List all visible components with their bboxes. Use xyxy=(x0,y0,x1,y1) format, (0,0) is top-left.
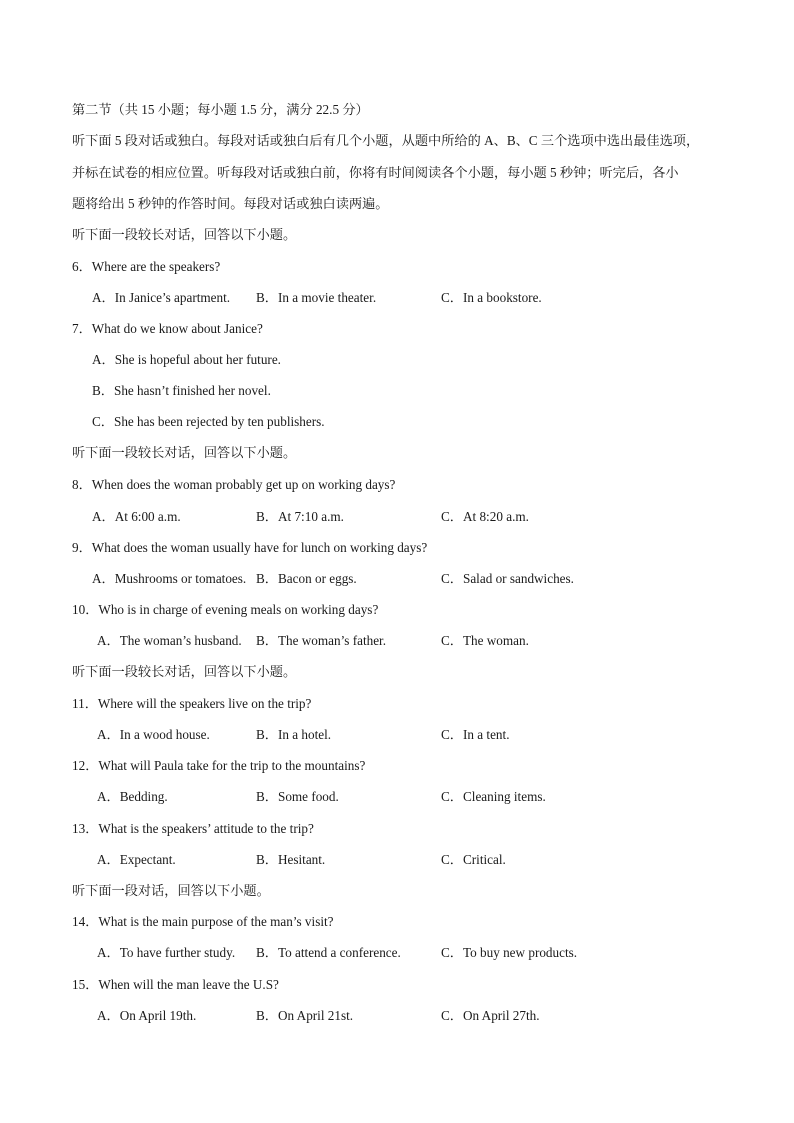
instruction-line-2: 并标在试卷的相应位置。听每段对话或独白前，你将有时间阅读各个小题，每小题 5 秒钟；听完后，各小 xyxy=(72,165,679,180)
question-6-option-b: B．In a movie theater. xyxy=(256,290,377,305)
question-15-option-c: C．On April 27th. xyxy=(441,1008,540,1023)
question-6-stem: 6．Where are the speakers? xyxy=(72,259,221,274)
question-14-stem: 14．What is the main purpose of the man’s visit? xyxy=(72,914,334,929)
dialog-intro-3: 听下面一段较长对话，回答以下小题。 xyxy=(72,664,297,679)
question-8-option-c: C．At 8:20 a.m. xyxy=(441,509,529,524)
dialog-intro-2: 听下面一段较长对话，回答以下小题。 xyxy=(72,445,297,460)
question-6-option-c: C．In a bookstore. xyxy=(441,290,542,305)
question-15-option-a: A．On April 19th. xyxy=(97,1008,197,1023)
question-7-option-c: C．She has been rejected by ten publishers. xyxy=(92,414,325,429)
question-14-option-c: C．To buy new products. xyxy=(441,945,578,960)
question-8-stem: 8．When does the woman probably get up on working days? xyxy=(72,477,396,492)
question-6-option-a: A．In Janice’s apartment. xyxy=(92,290,231,305)
section-header: 第二节（共 15 小题；每小题 1.5 分，满分 22.5 分） xyxy=(72,102,369,117)
question-14-option-b: B．To attend a conference. xyxy=(256,945,401,960)
question-8-option-b: B．At 7:10 a.m. xyxy=(256,509,344,524)
instruction-line-1: 听下面 5 段对话或独白。每段对话或独白后有几个小题，从题中所给的 A、B、C 三个选项中选出最佳选项， xyxy=(72,133,700,148)
question-10-option-a: A．The woman’s husband. xyxy=(97,633,242,648)
question-12-option-c: C．Cleaning items. xyxy=(441,789,546,804)
question-9-option-b: B．Bacon or eggs. xyxy=(256,571,357,586)
question-14-option-a: A．To have further study. xyxy=(97,945,236,960)
question-11-stem: 11．Where will the speakers live on the trip? xyxy=(72,696,312,711)
question-7-stem: 7．What do we know about Janice? xyxy=(72,321,263,336)
question-10-option-b: B．The woman’s father. xyxy=(256,633,387,648)
question-9-option-c: C．Salad or sandwiches. xyxy=(441,571,574,586)
question-11-option-a: A．In a wood house. xyxy=(97,727,210,742)
question-12-option-a: A．Bedding. xyxy=(97,789,168,804)
question-13-option-b: B．Hesitant. xyxy=(256,852,326,867)
question-10-stem: 10．Who is in charge of evening meals on working days? xyxy=(72,602,379,617)
instruction-line-3: 题将给出 5 秒钟的作答时间。每段对话或独白读两遍。 xyxy=(72,196,389,211)
question-8-option-a: A．At 6:00 a.m. xyxy=(92,509,181,524)
question-7-option-a: A．She is hopeful about her future. xyxy=(92,352,281,367)
question-9-stem: 9．What does the woman usually have for lunch on working days? xyxy=(72,540,428,555)
dialog-intro-1: 听下面一段较长对话，回答以下小题。 xyxy=(72,227,297,242)
question-13-option-c: C．Critical. xyxy=(441,852,506,867)
question-12-option-b: B．Some food. xyxy=(256,789,339,804)
question-12-stem: 12．What will Paula take for the trip to the mountains? xyxy=(72,758,366,773)
question-15-option-b: B．On April 21st. xyxy=(256,1008,354,1023)
question-11-option-c: C．In a tent. xyxy=(441,727,510,742)
question-15-stem: 15．When will the man leave the U.S? xyxy=(72,977,279,992)
question-10-option-c: C．The woman. xyxy=(441,633,529,648)
dialog-intro-4: 听下面一段对话，回答以下小题。 xyxy=(72,883,270,898)
question-7-option-b: B．She hasn’t finished her novel. xyxy=(92,383,271,398)
question-9-option-a: A．Mushrooms or tomatoes. xyxy=(92,571,247,586)
question-13-stem: 13．What is the speakers’ attitude to the trip? xyxy=(72,821,314,836)
question-13-option-a: A．Expectant. xyxy=(97,852,176,867)
question-11-option-b: B．In a hotel. xyxy=(256,727,332,742)
